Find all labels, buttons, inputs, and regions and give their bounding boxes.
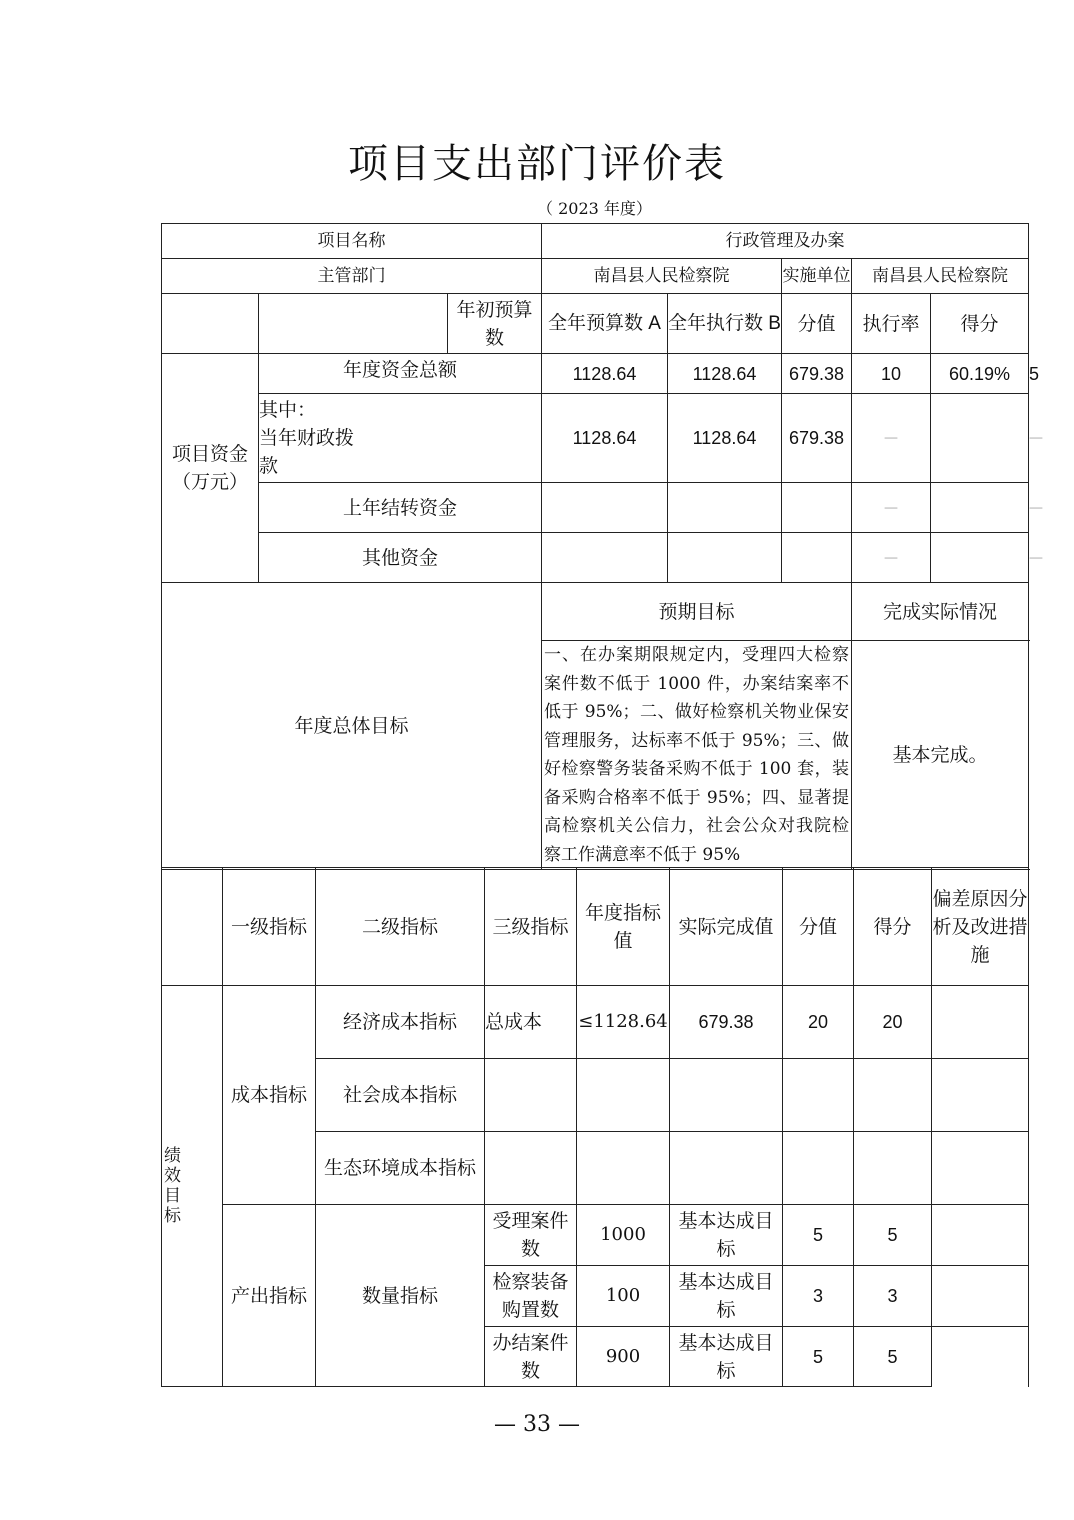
funds-header-empty xyxy=(259,294,448,354)
funds-init xyxy=(542,483,668,533)
actual-cell xyxy=(670,1059,783,1132)
header-got: 得分 xyxy=(854,868,932,986)
indicator-table xyxy=(161,867,1029,1387)
header-score: 分值 xyxy=(783,868,854,986)
year-line xyxy=(537,196,652,219)
funds-score: 10 xyxy=(852,354,931,394)
target-cell xyxy=(577,1132,670,1205)
header-got: 得分 xyxy=(931,294,1029,354)
score-cell: 20 xyxy=(783,986,854,1059)
level3-cell: 检察装备购置数 xyxy=(485,1266,577,1327)
target-cell xyxy=(577,1059,670,1132)
funds-group-label: 项目资金 （万元） xyxy=(162,354,259,583)
got-cell: 20 xyxy=(854,986,932,1059)
score-cell: 5 xyxy=(783,1205,854,1266)
project-name-label: 项目名称 xyxy=(162,224,542,259)
actual-cell: 基本达成目标 xyxy=(670,1327,783,1387)
performance-side-text: 绩效目标 xyxy=(164,1146,181,1226)
indicator-header-empty xyxy=(162,868,223,986)
funds-exec: 679.38 xyxy=(782,354,852,394)
funds-init: 1128.64 xyxy=(542,394,668,483)
funds-full xyxy=(668,533,782,583)
annual-goal-label: 年度总体目标 xyxy=(162,583,542,870)
actual-cell xyxy=(670,1132,783,1205)
target-cell: 900 xyxy=(577,1327,670,1387)
quantity-indicator-label: 数量指标 xyxy=(316,1205,485,1387)
header-full-budget: 全年预算数 A xyxy=(542,294,668,354)
header-initial-budget: 年初预算数 xyxy=(448,294,542,354)
level3-cell: 受理案件数 xyxy=(485,1205,577,1266)
funds-score: — xyxy=(852,483,931,533)
header-actual: 实际完成值 xyxy=(670,868,783,986)
year-open: （ xyxy=(537,199,554,218)
level3-cell: 总成本 xyxy=(485,986,577,1059)
target-cell: 1000 xyxy=(577,1205,670,1266)
year-unit: 年度） xyxy=(603,199,652,218)
level3-cell: 办结案件数 xyxy=(485,1327,577,1387)
funds-row-label: 上年结转资金 xyxy=(259,483,542,533)
target-cell: ≤1128.64 xyxy=(577,986,670,1059)
funds-score: — xyxy=(852,533,931,583)
got-cell xyxy=(854,1132,932,1205)
header-exec-rate: 执行率 xyxy=(852,294,931,354)
funds-header-empty xyxy=(162,294,259,354)
actual-cell: 基本达成目标 xyxy=(670,1205,783,1266)
funds-full: 1128.64 xyxy=(668,394,782,483)
got-cell: 5 xyxy=(854,1327,932,1387)
reason-cell xyxy=(932,1205,1029,1266)
reason-cell xyxy=(932,1327,1029,1387)
year-value: 2023 xyxy=(558,199,599,218)
level3-cell xyxy=(485,1059,577,1132)
got-cell: 3 xyxy=(854,1266,932,1327)
funds-row-label: 年度资金总额 xyxy=(259,354,542,394)
page-number: — 33 — xyxy=(494,1412,580,1437)
funds-init: 1128.64 xyxy=(542,354,668,394)
reason-cell xyxy=(932,1059,1029,1132)
funds-rate xyxy=(931,533,1029,583)
funds-full: 1128.64 xyxy=(668,354,782,394)
expected-goal-header: 预期目标 xyxy=(542,583,852,641)
funds-rate xyxy=(931,483,1029,533)
level3-cell xyxy=(485,1132,577,1205)
funds-rate xyxy=(931,394,1029,483)
expected-goal-text: 一、在办案期限规定内，受理四大检察案件数不低于 1000 件，办案结案率不低于 95%；二、做好检察机关物业保安管理服务，达标率不低于 95%；三、做好检察警务装备采购不低于 100 套，装备采购合格率不低于 95%；四、显著提高检察机关公信力，社会公众对我院检察工作满意率不低于 95% xyxy=(542,641,852,870)
performance-side-label xyxy=(162,986,223,1387)
level2-cell: 生态环境成本指标 xyxy=(316,1132,485,1205)
funds-rate: 60.19% xyxy=(931,354,1029,394)
actual-cell: 基本达成目标 xyxy=(670,1266,783,1327)
header-target: 年度指标值 xyxy=(577,868,670,986)
score-cell: 3 xyxy=(783,1266,854,1327)
header-level3: 三级指标 xyxy=(485,868,577,986)
impl-value: 南昌县人民检察院 xyxy=(852,259,1029,294)
funds-exec xyxy=(782,483,852,533)
dept-label: 主管部门 xyxy=(162,259,542,294)
header-level1: 一级指标 xyxy=(223,868,316,986)
target-cell: 100 xyxy=(577,1266,670,1327)
level2-cell: 社会成本指标 xyxy=(316,1059,485,1132)
got-cell: 5 xyxy=(854,1205,932,1266)
got-cell xyxy=(854,1059,932,1132)
reason-cell xyxy=(932,986,1029,1059)
funds-init xyxy=(542,533,668,583)
actual-cell: 679.38 xyxy=(670,986,783,1059)
funds-exec: 679.38 xyxy=(782,394,852,483)
page-title: 项目支出部门评价表 xyxy=(348,141,726,187)
actual-goal-text: 基本完成。 xyxy=(852,641,1029,870)
evaluation-table-top: 项目名称 行政管理及办案 主管部门 南昌县人民检察院 实施单位 南昌县人民检察院 年初预算数 全年预算数 A 全年执行数 B 分值 执行率 得分 项目资金 （万元） 年度资金总额 1128.64 1128.64 679.38 10 60.19% 5 其中： 当年财政拨 款 1128.64 1128.64 679.38 — — 上年结转资金 — — 其他资金 — — 年度总体目标 预期目标 完成实际情况 一、在办案期限规定内，受理四大检察案件数不低于 1000 件，办案结案率不低于 95%；二、做好检察机关物业保安管理服务，达标率不低于 95%；三、做好检察警务装备采购不低于 100 套，装备采购合格率不低于 95%；四、显著提高检察机关公信力，社会公众对我院检察工作满意率不低于 95% 基本完成。 xyxy=(161,223,1029,870)
actual-goal-header: 完成实际情况 xyxy=(852,583,1029,641)
funds-row-label: 其他资金 xyxy=(259,533,542,583)
output-indicator-label: 产出指标 xyxy=(223,1205,316,1387)
cost-indicator-label: 成本指标 xyxy=(223,986,316,1205)
score-cell xyxy=(783,1059,854,1132)
funds-score: — xyxy=(852,394,931,483)
funds-row-label: 其中： 当年财政拨 款 xyxy=(259,394,542,483)
level2-cell: 经济成本指标 xyxy=(316,986,485,1059)
reason-cell xyxy=(932,1132,1029,1205)
header-reason: 偏差原因分析及改进措施 xyxy=(932,868,1029,986)
funds-full xyxy=(668,483,782,533)
header-executed: 全年执行数 B xyxy=(668,294,782,354)
dept-value: 南昌县人民检察院 xyxy=(542,259,782,294)
impl-label: 实施单位 xyxy=(782,259,852,294)
score-cell: 5 xyxy=(783,1327,854,1387)
score-cell xyxy=(783,1132,854,1205)
header-level2: 二级指标 xyxy=(316,868,485,986)
project-name-value: 行政管理及办案 xyxy=(542,224,1029,259)
reason-cell xyxy=(932,1266,1029,1327)
header-score: 分值 xyxy=(782,294,852,354)
funds-exec xyxy=(782,533,852,583)
